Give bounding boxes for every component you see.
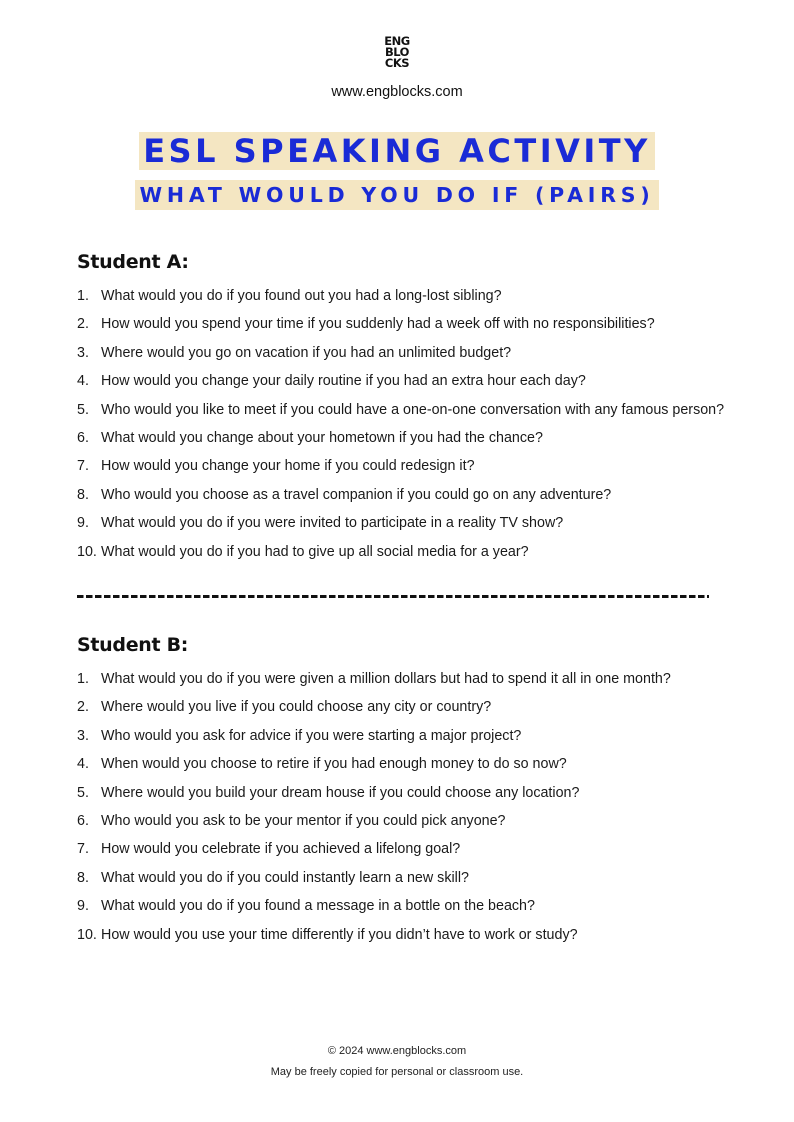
list-item xyxy=(77,314,727,334)
question-text: Who would you ask to be your mentor if you could pick anyone? xyxy=(101,812,506,829)
question-number: 7. xyxy=(77,458,89,475)
question-text: How would you spend your time if you suddenly had a week off with no responsibilities? xyxy=(101,316,655,333)
question-number: 9. xyxy=(77,898,89,915)
list-item xyxy=(77,811,727,831)
question-text: What would you change about your hometown if you had the chance? xyxy=(101,429,543,446)
list-item xyxy=(77,839,727,859)
list-item xyxy=(77,868,727,888)
question-text: How would you change your daily routine if you had an extra hour each day? xyxy=(101,373,586,390)
question-number: 3. xyxy=(77,727,89,744)
list-item xyxy=(77,896,727,916)
question-text: When would you choose to retire if you had enough money to do so now? xyxy=(101,756,567,773)
list-item xyxy=(77,925,727,945)
question-text: Who would you choose as a travel companion if you could go on any adventure? xyxy=(101,486,612,503)
list-item xyxy=(77,783,727,803)
student-b-question-list xyxy=(77,669,727,953)
list-item xyxy=(77,697,727,717)
list-item xyxy=(77,456,727,476)
question-number: 2. xyxy=(77,316,89,333)
question-number: 3. xyxy=(77,344,89,361)
subtitle-block xyxy=(0,180,794,210)
page-subtitle: WHAT WOULD YOU DO IF (PAIRS) xyxy=(135,180,658,210)
logo-mark xyxy=(384,36,409,69)
question-text: What would you do if you were given a million dollars but had to spend it all in one month? xyxy=(101,671,671,687)
footer-license: May be freely copied for personal or classroom use. xyxy=(270,1066,524,1078)
section-divider xyxy=(77,595,709,598)
question-text: What would you do if you found out you had a long-lost sibling? xyxy=(101,288,502,304)
student-b-heading: Student B: xyxy=(77,634,189,656)
question-number: 10. xyxy=(77,926,97,943)
question-number: 8. xyxy=(77,869,89,886)
question-text: How would you use your time differently if you didn’t have to work or study? xyxy=(101,926,578,943)
site-url: www.engblocks.com xyxy=(331,84,463,100)
logo-line-1: ENG xyxy=(384,34,410,48)
question-text: What would you do if you could instantly learn a new skill? xyxy=(101,869,469,886)
question-text: Who would you ask for advice if you were starting a major project? xyxy=(101,727,522,744)
list-item xyxy=(77,485,727,505)
logo-line-3: CKS xyxy=(384,56,410,70)
student-a-question-list xyxy=(77,286,727,570)
question-number: 10. xyxy=(77,543,97,560)
question-number: 4. xyxy=(77,373,89,390)
question-number: 1. xyxy=(77,288,89,304)
question-number: 5. xyxy=(77,784,89,801)
question-number: 8. xyxy=(77,486,89,503)
question-text: Who would you like to meet if you could have a one-on-one conversation with any famous person? xyxy=(101,401,725,418)
question-text: Where would you live if you could choose any city or country? xyxy=(101,699,492,716)
list-item xyxy=(77,400,727,420)
question-text: Where would you build your dream house if you could choose any location? xyxy=(101,784,580,801)
question-text: What would you do if you had to give up all social media for a year? xyxy=(101,543,529,560)
list-item xyxy=(77,542,727,562)
engblocks-logo xyxy=(0,36,794,72)
question-text: What would you do if you were invited to participate in a reality TV show? xyxy=(101,515,564,532)
student-a-heading: Student A: xyxy=(77,251,189,273)
list-item xyxy=(77,726,727,746)
list-item xyxy=(77,513,727,533)
question-text: What would you do if you found a message in a bottle on the beach? xyxy=(101,898,535,915)
question-number: 2. xyxy=(77,699,89,716)
title-block xyxy=(0,132,794,170)
question-text: Where would you go on vacation if you had an unlimited budget? xyxy=(101,344,512,361)
footer-copyright: © 2024 www.engblocks.com xyxy=(327,1045,467,1057)
list-item xyxy=(77,428,727,448)
list-item xyxy=(77,371,727,391)
logo-line-2: BLO xyxy=(385,45,409,59)
list-item xyxy=(77,343,727,363)
list-item xyxy=(77,669,727,689)
question-number: 5. xyxy=(77,401,89,418)
question-number: 4. xyxy=(77,756,89,773)
list-item xyxy=(77,754,727,774)
question-number: 1. xyxy=(77,671,89,687)
question-number: 6. xyxy=(77,812,89,829)
question-text: How would you celebrate if you achieved a lifelong goal? xyxy=(101,841,461,858)
list-item xyxy=(77,286,727,306)
page-title: ESL SPEAKING ACTIVITY xyxy=(139,132,655,170)
question-number: 6. xyxy=(77,429,89,446)
question-text: How would you change your home if you could redesign it? xyxy=(101,458,475,475)
question-number: 7. xyxy=(77,841,89,858)
question-number: 9. xyxy=(77,515,89,532)
